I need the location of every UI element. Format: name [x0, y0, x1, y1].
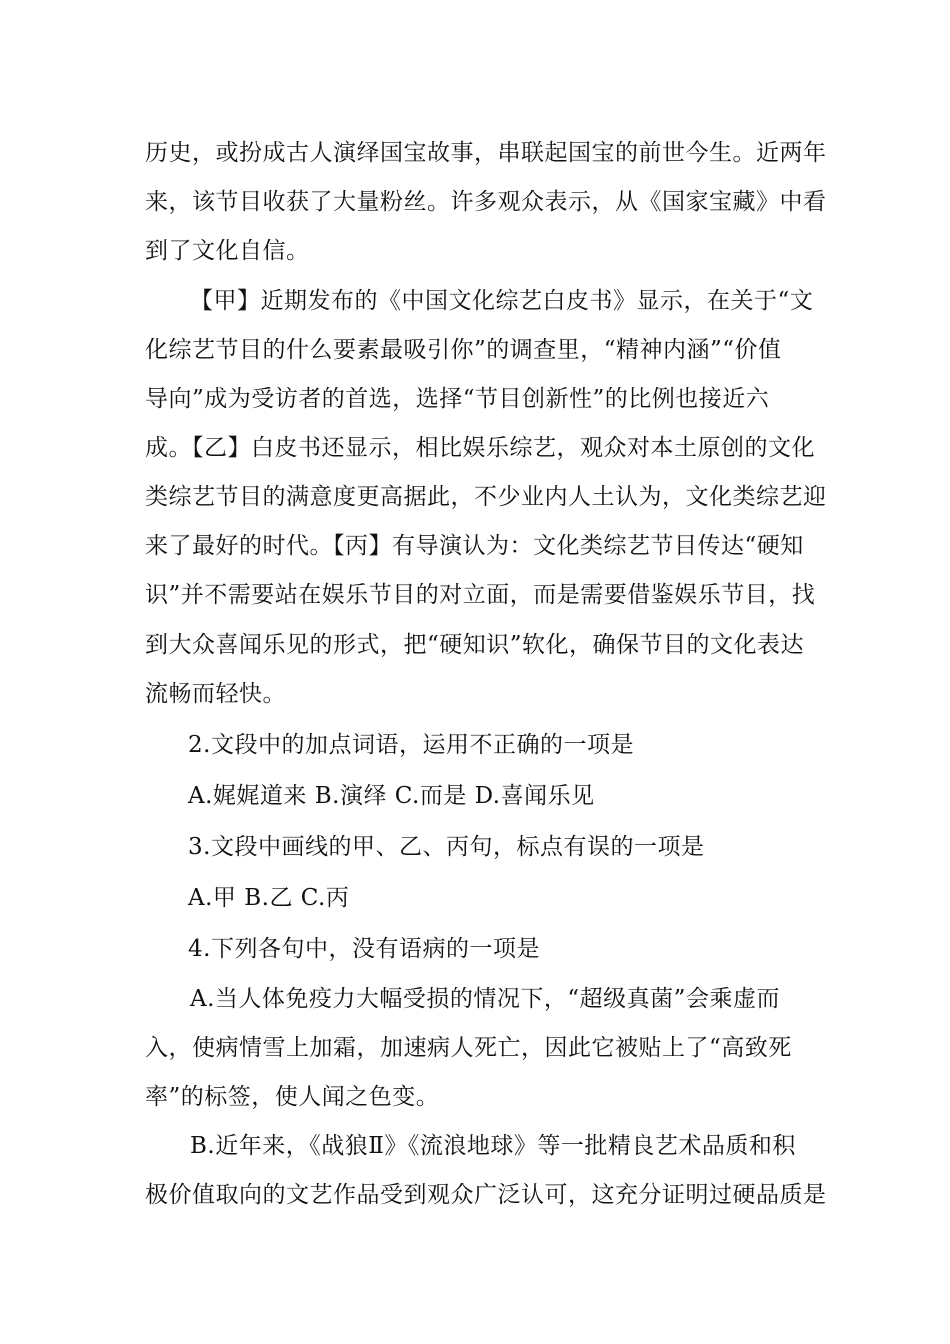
text-line: 成。【乙】白皮书还显示，相比娱乐综艺，观众对本土原创的文化 [145, 435, 815, 461]
question-2: 2.文段中的加点词语，运用不正确的一项是 [188, 732, 634, 758]
text-line: 化综艺节目的什么要素最吸引你”的调查里，“精神内涵”“价值 [145, 337, 782, 363]
text-line: 类综艺节目的满意度更高据此，不少业内人土认为，文化类综艺迎 [145, 484, 827, 510]
text-line: 入，使病情雪上加霜，加速病人死亡，因此它被贴上了“高致死 [145, 1035, 792, 1061]
option-b-first-line: B.近年来，《战狼Ⅱ》《流浪地球》等一批精良艺术品质和积 [190, 1133, 796, 1159]
text-line: 来了最好的时代。【丙】有导演认为：文化类综艺节目传达“硬知 [145, 533, 804, 559]
text-line: 历史，或扮成古人演绎国宝故事，串联起国宝的前世今生。近两年 [145, 140, 827, 166]
text-line: 极价值取向的文艺作品受到观众广泛认可，这充分证明过硬品质是 [145, 1182, 827, 1208]
question-3: 3.文段中画线的甲、乙、丙句，标点有误的一项是 [188, 834, 705, 860]
text-line: 导向”成为受访者的首选，选择“节目创新性”的比例也接近六 [145, 386, 770, 412]
text-line: 识”并不需要站在娱乐节目的对立面，而是需要借鉴娱乐节目，找 [145, 582, 816, 608]
text-line: 率”的标签，使人闻之色变。 [145, 1084, 440, 1110]
question-3-options: A.甲 B.乙 C.丙 [188, 885, 350, 911]
text-line: 来，该节目收获了大量粉丝。许多观众表示，从《国家宝藏》中看 [145, 189, 827, 215]
text-line: 流畅而轻快。 [145, 681, 286, 707]
question-4: 4.下列各句中，没有语病的一项是 [188, 936, 540, 962]
text-line: 到大众喜闻乐见的形式，把“硬知识”软化，确保节目的文化表达 [145, 632, 805, 658]
paragraph-first-line: 【甲】近期发布的《中国文化综艺白皮书》显示，在关于“文 [190, 288, 814, 314]
question-2-options: A.娓娓道来 B.演绎 C.而是 D.喜闻乐见 [188, 783, 595, 809]
text-line: 到了文化自信。 [145, 238, 310, 264]
option-a-first-line: A.当人体免疫力大幅受损的情况下，“超级真菌”会乘虚而 [190, 986, 780, 1012]
